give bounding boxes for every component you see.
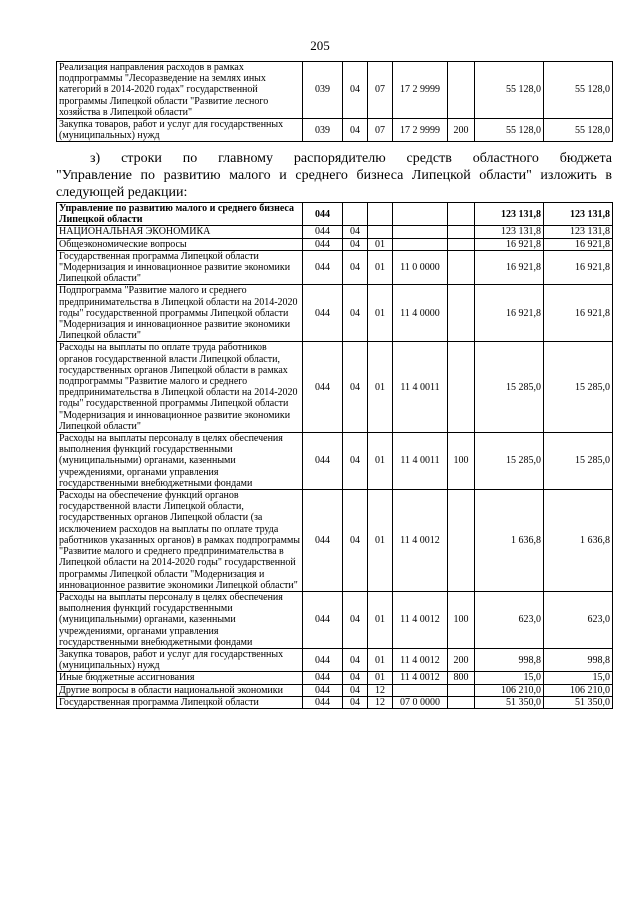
- row-name-cell: Расходы на выплаты персоналу в целях обеспечения выполнения функций государственными (муниципальными) органами, казенными учреждениями, органами управления государственными внебюджетными фондами: [57, 433, 303, 490]
- section-cell: [343, 203, 368, 226]
- amount-2-cell: 55 128,0: [544, 119, 613, 142]
- paragraph-rest: "Управление по развитию малого и среднего бизнеса Липецкой области" изложить в следующей редакции:: [56, 168, 612, 200]
- amount-1-cell: 623,0: [475, 591, 544, 648]
- row-name-cell: НАЦИОНАЛЬНАЯ ЭКОНОМИКА: [57, 226, 303, 238]
- table-row: [57, 62, 613, 119]
- table-row: [57, 591, 613, 648]
- amount-1-cell: 55 128,0: [475, 119, 544, 142]
- subsection-cell: 01: [368, 342, 393, 433]
- target-item-cell: 11 4 0012: [393, 648, 448, 671]
- expense-type-cell: [448, 342, 475, 433]
- section-cell: 04: [343, 490, 368, 592]
- section-cell: 04: [343, 672, 368, 684]
- expense-type-cell: [448, 684, 475, 696]
- amount-1-cell: 998,8: [475, 648, 544, 671]
- expense-type-cell: 800: [448, 672, 475, 684]
- budget-table-main: [56, 202, 613, 709]
- section-cell: 04: [343, 433, 368, 490]
- expense-type-cell: [448, 285, 475, 342]
- target-item-cell: [393, 238, 448, 250]
- amount-1-cell: 1 636,8: [475, 490, 544, 592]
- subsection-cell: 01: [368, 433, 393, 490]
- admin-code-cell: 039: [303, 119, 343, 142]
- amount-2-cell: 55 128,0: [544, 62, 613, 119]
- amount-2-cell: 16 921,8: [544, 238, 613, 250]
- target-item-cell: 11 4 0012: [393, 672, 448, 684]
- amount-1-cell: 15 285,0: [475, 433, 544, 490]
- table-row: [57, 226, 613, 238]
- section-cell: 04: [343, 591, 368, 648]
- amount-2-cell: 1 636,8: [544, 490, 613, 592]
- admin-code-cell: 044: [303, 285, 343, 342]
- target-item-cell: 11 4 0011: [393, 342, 448, 433]
- amount-1-cell: 16 921,8: [475, 238, 544, 250]
- section-cell: 04: [343, 62, 368, 119]
- subsection-cell: 01: [368, 285, 393, 342]
- amount-2-cell: 16 921,8: [544, 285, 613, 342]
- expense-type-cell: 100: [448, 433, 475, 490]
- row-name-cell: Реализация направления расходов в рамках подпрограммы "Лесоразведение на землях иных категорий в 2014-2020 годах" государственной программы Липецкой области "Развитие лесного хозяйства в Липецкой области": [57, 62, 303, 119]
- amount-2-cell: 623,0: [544, 591, 613, 648]
- amount-2-cell: 15 285,0: [544, 342, 613, 433]
- table-row: [57, 342, 613, 433]
- admin-code-cell: 044: [303, 203, 343, 226]
- table-row: [57, 648, 613, 671]
- admin-code-cell: 044: [303, 696, 343, 708]
- row-name-cell: Закупка товаров, работ и услуг для государственных (муниципальных) нужд: [57, 648, 303, 671]
- amount-2-cell: 123 131,8: [544, 203, 613, 226]
- table-row: [57, 696, 613, 708]
- section-cell: 04: [343, 285, 368, 342]
- table-row: [57, 119, 613, 142]
- expense-type-cell: 200: [448, 648, 475, 671]
- amount-1-cell: 123 131,8: [475, 226, 544, 238]
- expense-type-cell: 200: [448, 119, 475, 142]
- section-cell: 04: [343, 119, 368, 142]
- target-item-cell: 11 4 0012: [393, 591, 448, 648]
- target-item-cell: 17 2 9999: [393, 62, 448, 119]
- table-row: [57, 238, 613, 250]
- target-item-cell: 11 4 0000: [393, 285, 448, 342]
- subsection-cell: [368, 203, 393, 226]
- amount-1-cell: 16 921,8: [475, 250, 544, 285]
- table-row: [57, 433, 613, 490]
- amount-1-cell: 123 131,8: [475, 203, 544, 226]
- target-item-cell: 07 0 0000: [393, 696, 448, 708]
- expense-type-cell: 100: [448, 591, 475, 648]
- admin-code-cell: 044: [303, 238, 343, 250]
- section-cell: 04: [343, 238, 368, 250]
- subsection-cell: 07: [368, 62, 393, 119]
- target-item-cell: [393, 203, 448, 226]
- amount-2-cell: 998,8: [544, 648, 613, 671]
- row-name-cell: Государственная программа Липецкой области: [57, 696, 303, 708]
- page-number: 205: [310, 38, 330, 53]
- expense-type-cell: [448, 238, 475, 250]
- section-cell: 04: [343, 342, 368, 433]
- expense-type-cell: [448, 226, 475, 238]
- target-item-cell: 11 4 0011: [393, 433, 448, 490]
- amount-1-cell: 55 128,0: [475, 62, 544, 119]
- amount-1-cell: 16 921,8: [475, 285, 544, 342]
- table-row: [57, 203, 613, 226]
- subsection-cell: 01: [368, 648, 393, 671]
- admin-code-cell: 044: [303, 648, 343, 671]
- target-item-cell: [393, 226, 448, 238]
- row-name-cell: Другие вопросы в области национальной экономики: [57, 684, 303, 696]
- section-cell: 04: [343, 250, 368, 285]
- expense-type-cell: [448, 490, 475, 592]
- subsection-cell: 01: [368, 490, 393, 592]
- amount-1-cell: 51 350,0: [475, 696, 544, 708]
- admin-code-cell: 044: [303, 591, 343, 648]
- target-item-cell: [393, 684, 448, 696]
- amount-1-cell: 106 210,0: [475, 684, 544, 696]
- admin-code-cell: 044: [303, 342, 343, 433]
- table-row: [57, 490, 613, 592]
- amount-2-cell: 15,0: [544, 672, 613, 684]
- expense-type-cell: [448, 203, 475, 226]
- admin-code-cell: 044: [303, 672, 343, 684]
- expense-type-cell: [448, 696, 475, 708]
- row-name-cell: Закупка товаров, работ и услуг для государственных (муниципальных) нужд: [57, 119, 303, 142]
- target-item-cell: 11 0 0000: [393, 250, 448, 285]
- row-name-cell: Расходы на выплаты персоналу в целях обеспечения выполнения функций государственными (муниципальными) органами, казенными учреждениями, органами управления государственными внебюджетными фондами: [57, 591, 303, 648]
- admin-code-cell: 044: [303, 490, 343, 592]
- row-name-cell: Подпрограмма "Развитие малого и среднего предпринимательства в Липецкой области на 2014-2020 годы" государственной программы Липецкой области "Модернизация и инновационное развитие экономики Липецкой области": [57, 285, 303, 342]
- section-cell: 04: [343, 684, 368, 696]
- admin-code-cell: 039: [303, 62, 343, 119]
- amendment-paragraph: [56, 150, 612, 201]
- row-name-cell: Управление по развитию малого и среднего бизнеса Липецкой области: [57, 203, 303, 226]
- amount-2-cell: 16 921,8: [544, 250, 613, 285]
- admin-code-cell: 044: [303, 226, 343, 238]
- row-name-cell: Иные бюджетные ассигнования: [57, 672, 303, 684]
- table-row: [57, 672, 613, 684]
- paragraph-first-line: з) строки по главному распорядителю средств областного бюджета: [90, 151, 612, 166]
- expense-type-cell: [448, 250, 475, 285]
- table-row: [57, 250, 613, 285]
- row-name-cell: Общеэкономические вопросы: [57, 238, 303, 250]
- subsection-cell: 07: [368, 119, 393, 142]
- subsection-cell: 01: [368, 250, 393, 285]
- subsection-cell: 12: [368, 696, 393, 708]
- subsection-cell: 12: [368, 684, 393, 696]
- subsection-cell: [368, 226, 393, 238]
- row-name-cell: Расходы на выплаты по оплате труда работников органов государственной власти Липецкой области, государственных органов Липецкой области в рамках подпрограммы "Развитие малого и среднего предпринимательства в Липецкой области на 2014-2020 годы" государственной программы Липецкой области "Модернизация и инновационное развитие экономики Липецкой области": [57, 342, 303, 433]
- admin-code-cell: 044: [303, 684, 343, 696]
- expense-type-cell: [448, 62, 475, 119]
- subsection-cell: 01: [368, 672, 393, 684]
- amount-2-cell: 106 210,0: [544, 684, 613, 696]
- amount-1-cell: 15 285,0: [475, 342, 544, 433]
- row-name-cell: Государственная программа Липецкой области "Модернизация и инновационное развитие экономики Липецкой области": [57, 250, 303, 285]
- section-cell: 04: [343, 696, 368, 708]
- table-row: [57, 285, 613, 342]
- amount-1-cell: 15,0: [475, 672, 544, 684]
- section-cell: 04: [343, 648, 368, 671]
- subsection-cell: 01: [368, 591, 393, 648]
- admin-code-cell: 044: [303, 433, 343, 490]
- section-cell: 04: [343, 226, 368, 238]
- budget-table-top: [56, 61, 613, 142]
- amount-2-cell: 15 285,0: [544, 433, 613, 490]
- target-item-cell: 17 2 9999: [393, 119, 448, 142]
- target-item-cell: 11 4 0012: [393, 490, 448, 592]
- amount-2-cell: 123 131,8: [544, 226, 613, 238]
- row-name-cell: Расходы на обеспечение функций органов государственной власти Липецкой области, государственных органов Липецкой области (за исключением расходов на выплаты по оплате труда работников указанных органов) в рамках подпрограммы "Развитие малого и среднего предпринимательства в Липецкой области на 2014-2020 годы" государственной программы Липецкой области "Модернизация и инновационное развитие экономики Липецкой области": [57, 490, 303, 592]
- subsection-cell: 01: [368, 238, 393, 250]
- admin-code-cell: 044: [303, 250, 343, 285]
- amount-2-cell: 51 350,0: [544, 696, 613, 708]
- table-row: [57, 684, 613, 696]
